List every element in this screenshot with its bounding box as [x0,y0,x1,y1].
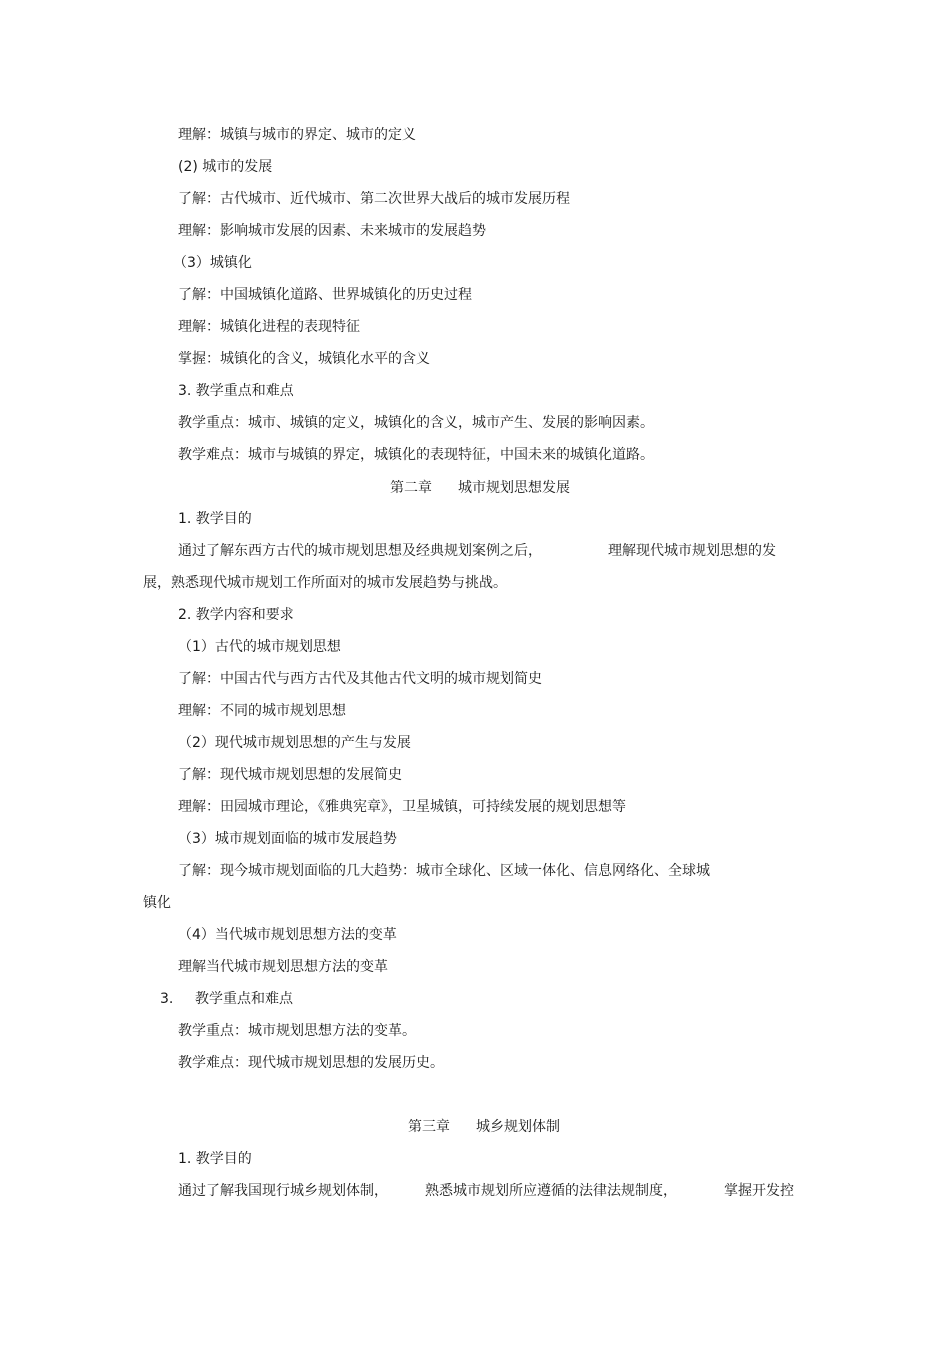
text-segment: 熟悉城市规划所应遵循的法律法规制度， [425,1183,677,1199]
text-line: 了解：现今城市规划面临的几大趋势：城市全球化、区域一体化、信息网络化、全球城 [178,863,710,879]
text-line: 了解：古代城市、近代城市、第二次世界大战后的城市发展历程 [178,191,570,207]
section-heading: （3）城镇化 [173,255,252,271]
section-heading: (2) 城市的发展 [178,159,273,175]
section-heading: （3）城市规划面临的城市发展趋势 [178,831,397,847]
chapter-name: 城市规划思想发展 [458,480,570,496]
text-line: 掌握：城镇化的含义，城镇化水平的含义 [178,351,430,367]
section-heading: 1. 教学目的 [178,1151,252,1167]
chapter-number: 第二章 [390,480,432,496]
text-line: 教学难点：城市与城镇的界定，城镇化的表现特征，中国未来的城镇化道路。 [178,447,654,463]
text-line: 理解：城镇与城市的界定、城市的定义 [178,127,416,143]
text-segment: 理解现代城市规划思想的发 [608,543,776,559]
text-segment: 通过了解东西方古代的城市规划思想及经典规划案例之后， [178,543,542,559]
chapter-title [0,478,950,498]
text-line: 展，熟悉现代城市规划工作所面对的城市发展趋势与挑战。 [143,575,507,591]
text-line: 理解：不同的城市规划思想 [178,703,346,719]
text-line: 教学重点：城市规划思想方法的变革。 [178,1023,416,1039]
section-heading [0,989,950,1009]
paragraph-line [0,1181,950,1201]
chapter-title [0,1117,950,1137]
section-heading: （4）当代城市规划思想方法的变革 [178,927,397,943]
text-line: 了解：现代城市规划思想的发展简史 [178,767,402,783]
text-line: 教学重点：城市、城镇的定义，城镇化的含义，城市产生、发展的影响因素。 [178,415,654,431]
text-segment: 通过了解我国现行城乡规划体制， [178,1183,388,1199]
section-title: 教学重点和难点 [195,991,293,1007]
text-line: 教学难点：现代城市规划思想的发展历史。 [178,1055,444,1071]
text-segment: 掌握开发控 [724,1183,794,1199]
section-heading: 3. 教学重点和难点 [178,383,294,399]
section-heading: 2. 教学内容和要求 [178,607,294,623]
text-line: 了解：中国城镇化道路、世界城镇化的历史过程 [178,287,472,303]
text-line: 镇化 [143,895,171,911]
text-line: 了解：中国古代与西方古代及其他古代文明的城市规划简史 [178,671,542,687]
paragraph-line [0,541,950,561]
chapter-number: 第三章 [408,1119,450,1135]
text-line: 理解当代城市规划思想方法的变革 [178,959,388,975]
chapter-name: 城乡规划体制 [476,1119,560,1135]
text-line: 理解：影响城市发展的因素、未来城市的发展趋势 [178,223,486,239]
section-heading: 1. 教学目的 [178,511,252,527]
section-number: 3. [160,991,174,1007]
section-heading: （1）古代的城市规划思想 [178,639,341,655]
section-heading: （2）现代城市规划思想的产生与发展 [178,735,411,751]
text-line: 理解：城镇化进程的表现特征 [178,319,360,335]
text-line: 理解：田园城市理论，《雅典宪章》，卫星城镇，可持续发展的规划思想等 [178,799,626,815]
